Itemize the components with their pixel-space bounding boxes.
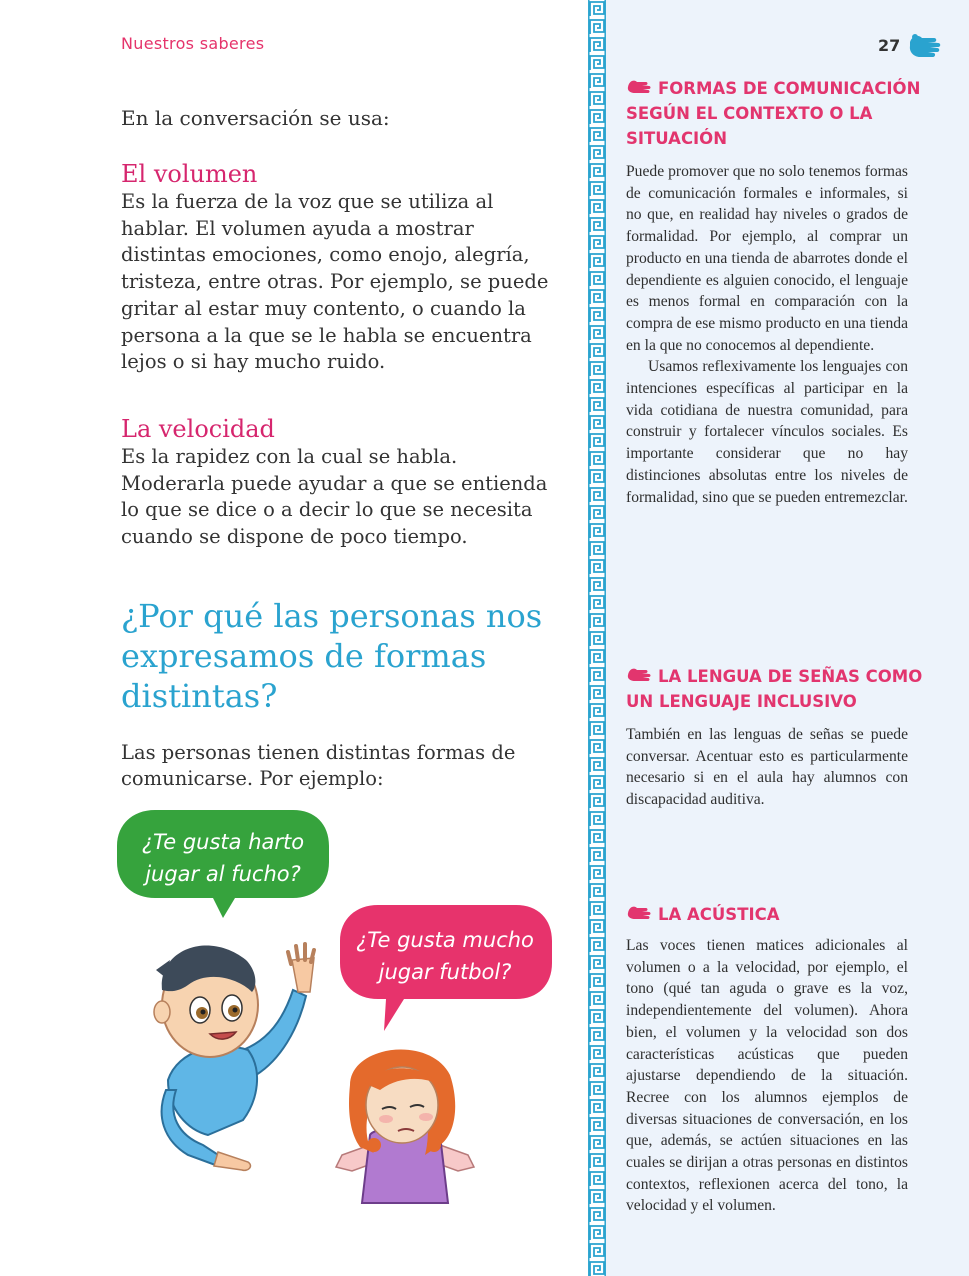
question-heading: ¿Por qué las personas nos expresamos de formas distintas? [121,597,543,715]
volume-text: Es la fuerza de la voz que se utiliza al hablar. El volumen ayuda a mostrar distintas emociones, como enojo, alegría, tristeza, entre otras. Por ejemplo, se puede gritar al estar muy contento, o cuando la persona a la que se le habla se encuentra lejos o si hay mucho ruido. [121,190,549,374]
pink-bubble-text: ¿Te gusta mucho jugar futbol? [356,928,534,984]
hand-icon [626,903,652,923]
examples-intro: Las personas tienen distintas formas de comunicarse. Por ejemplo: [121,741,516,790]
speed-text: Es la rapidez con la cual se habla. Moderarla puede ayudar a que se entienda lo que se dice o a decir lo que se necesita cuando se dispone de poco tiempo. [121,445,548,549]
hand-icon [906,30,942,60]
hand-icon [626,665,652,685]
sidebar-heading-acustica [626,902,926,927]
sidebar-paragraph: Las voces tienen matices adicionales al volumen o a la velocidad, por ejemplo, el tono (qué tan aguda o grave es la voz, independientemente del volumen). Ahora bien, el volumen y la velocidad son dos características acústicas que pueden ajustarse dependiendo de la situación. Recree con los alumnos ejemplos de diversas situaciones de conversación, en los que, además, se actúen situaciones en las cuales se dirijan a otras personas en distintos contextos, reflexionen acerca del tono, la velocidad y el volumen. [626,937,908,1215]
page-number: 27 [878,36,901,55]
sidebar-heading-senas [626,664,926,714]
sidebar-paragraph: Usamos reflexivamente los lenguajes con intenciones específicas al participar en la vida cotidiana de nuestra comunidad, para construir y fortalecer vínculos sociales. Es importante considerar que no hay distinciones absolutas entre los niveles de formalidad, sino que se pueden entremezclar. [626,358,908,506]
volume-heading: El volumen [121,160,258,188]
sidebar-heading-text: LA LENGUA DE SEÑAS COMO UN LENGUAJE INCLUSIVO [626,667,923,711]
sidebar-paragraph: Puede promover que no solo tenemos formas de comunicación formales e informales, si no que, en realidad hay niveles o grados de formalidad. Por ejemplo, al comprar un producto en una tienda de abarrotes donde el dependiente es alguien conocido, el lenguaje es menos formal en comparación con la compra de ese mismo producto en una tienda en la que no conocemos al dependiente. [626,163,908,354]
green-bubble-text: ¿Te gusta harto jugar al fucho? [141,830,305,886]
sidebar-paragraph: También en las lenguas de señas se puede conversar. Acentuar esto es particularmente necesario si en el aula hay alumnos con discapacidad auditiva. [626,726,908,809]
boy-illustration [148,930,328,1180]
sidebar-heading-text: FORMAS DE COMUNICACIÓN SEGÚN EL CONTEXTO O LA SITUACIÓN [626,79,921,148]
sidebar-text-senas [626,724,908,811]
greek-key-border [588,0,606,1276]
girl-illustration [330,1035,480,1215]
hand-icon [626,77,652,97]
sidebar-text-formas [626,161,908,508]
section-label: Nuestros saberes [121,34,265,53]
sidebar-heading-text: LA ACÚSTICA [658,905,780,924]
sidebar-heading-formas [626,76,926,151]
intro-text: En la conversación se usa: [121,106,390,130]
speed-heading: La velocidad [121,415,275,443]
sidebar-text-acustica [626,935,908,1217]
